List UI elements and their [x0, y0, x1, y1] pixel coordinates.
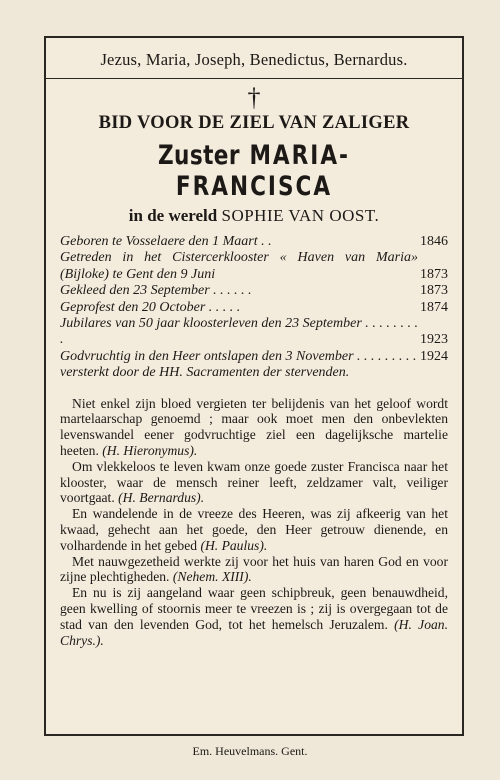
fact-text: versterkt door de HH. Sacramenten der stervenden. — [60, 365, 350, 381]
card-content — [60, 46, 448, 648]
prayer-source: (H. Paulus). — [200, 537, 268, 553]
prayer-paragraph-text: Om vlekkeloos te leven kwam onze goede zuster Francisca naar het klooster, waar de mensch reiner leeft, zeldzamer valt, veiliger voortgaat. — [60, 458, 448, 506]
religious-name: MARIA-FRANCISCA — [175, 140, 350, 202]
prayer-paragraph — [60, 585, 448, 648]
fact-text: Geprofest den 20 October . . . . . — [60, 299, 241, 315]
cross-icon: † — [247, 83, 261, 112]
world-name-value: SOPHIE VAN OOST. — [221, 206, 380, 225]
fact-row — [60, 234, 448, 250]
fact-text: Geboren te Vosselaere den 1 Maart . . — [60, 234, 272, 249]
fact-year: 1846 — [420, 234, 448, 249]
fact-row — [60, 283, 448, 299]
fact-year: 1873 — [420, 266, 448, 282]
deceased-name — [99, 140, 409, 202]
prayer-paragraph-text: En wandelende in de vreeze des Heeren, was zij afkeerig van het kwaad, gehecht aan het goede, den Heer getrouw dienende, en volhardende in het gebed — [60, 506, 448, 553]
prayer-paragraph — [60, 554, 448, 586]
fact-year: 1924 — [420, 348, 448, 364]
fact-year: 1874 — [420, 299, 448, 315]
prayer-paragraph-text: Met nauwgezetheid werkte zij voor het huis van haren God en voor zijne plechtigheden. — [60, 553, 448, 585]
prayer-paragraph — [60, 396, 448, 459]
prayer-paragraph-text: En nu is zij aangeland waar geen schipbreuk, geen benauwdheid, geen kwelling of stoornis meer te vreezen is ; zij is overgegaan tot de stad van den levenden God, tot het hemelsch Jeruzalem. — [60, 585, 448, 632]
prayer-paragraph-text: Niet enkel zijn bloed vergieten ter belijdenis van het geloof wordt martelaarschap genoemd ; maar ook moet men den onbevlekten levenswandel eener godvruchtige ziel een dagelijksche martelie heeten. — [60, 395, 448, 459]
fact-text: Godvruchtig in den Heer ontslapen den 3 November . . . . . . . . . — [60, 348, 417, 364]
biography-list — [60, 234, 448, 382]
fact-text: Jubilares van 50 jaar kloosterleven den 23 September . . . . . . . . . — [60, 316, 418, 348]
printer-credit: Em. Heuvelmans. Gent. — [192, 744, 308, 758]
prayer-source: (H. Joan. Chrys.). — [60, 616, 448, 648]
fact-row — [60, 316, 448, 349]
fact-row — [60, 250, 448, 283]
prayer-paragraph — [60, 459, 448, 506]
prayer-text — [60, 396, 448, 649]
fact-year: 1923 — [420, 332, 448, 348]
world-name-prefix-text: in de wereld — [128, 206, 218, 225]
prayer-heading: BID VOOR DE ZIEL VAN ZALIGER — [98, 113, 410, 133]
prayer-paragraph — [60, 506, 448, 553]
prayer-source: (H. Bernardus). — [118, 490, 205, 506]
religious-title: Zuster — [157, 140, 240, 171]
fact-text: Gekleed den 23 September . . . . . . — [60, 283, 252, 299]
prayer-source: (Nehem. XIII). — [172, 569, 252, 585]
prayer-source: (H. Hieronymus). — [102, 443, 198, 459]
fact-row — [60, 300, 448, 316]
fact-text: Getreden in het Cistercerklooster « Haven van Maria» (Bijloke) te Gent den 9 Juni — [60, 250, 418, 282]
fact-row — [60, 349, 448, 365]
fact-year: 1873 — [420, 283, 448, 299]
world-name — [60, 206, 448, 226]
invocation-line: Jezus, Maria, Joseph, Benedictus, Bernardus. — [46, 50, 462, 79]
fact-row — [60, 365, 448, 381]
memorial-card — [44, 36, 464, 736]
